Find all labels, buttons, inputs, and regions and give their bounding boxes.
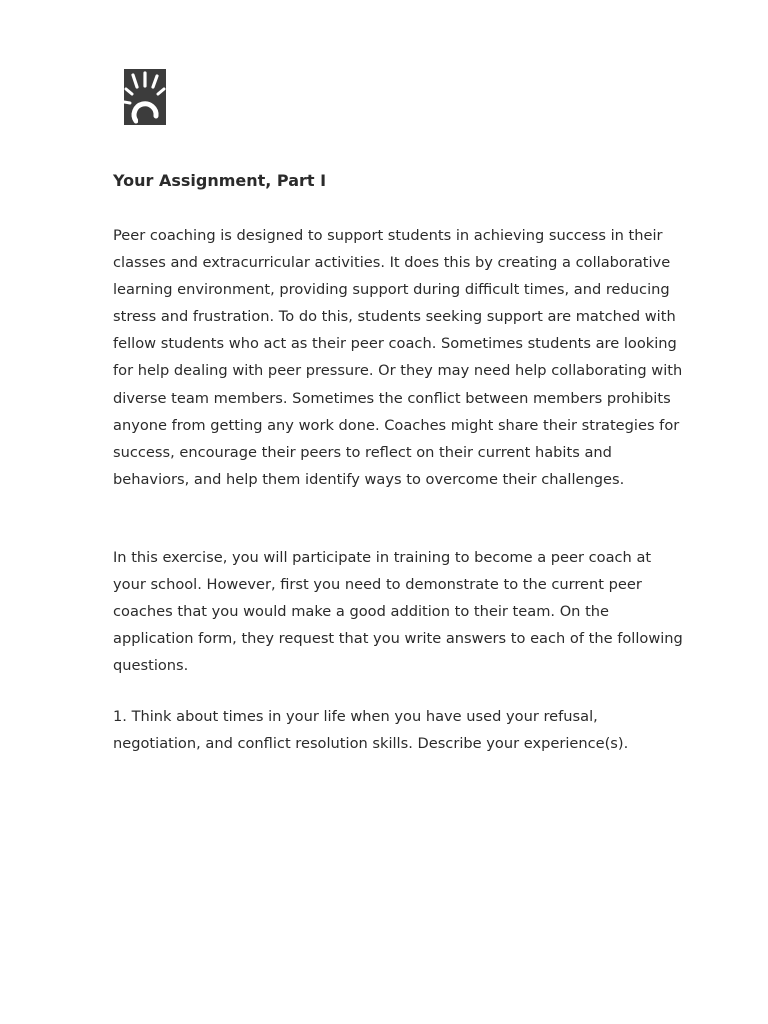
sunburst-logo-icon <box>124 69 166 125</box>
exercise-paragraph: In this exercise, you will participate in training to become a peer coach at your school. However, first you need to demonstrate to the current peer coaches that you would make a good addition to their team. On the application form, they request that you write answers to each of the following questions. <box>113 549 683 675</box>
intro-paragraph: Peer coaching is designed to support students in achieving success in their classes and extracurricular activities. It does this by creating a collaborative learning environment, providing support during difficult times, and reducing stress and frustration. To do this, students seeking support are matched with fellow students who act as their peer coach. Sometimes students are looking for help dealing with peer pressure. Or they may need help collaborating with diverse team members. Sometimes the conflict between members prohibits anyone from getting any work done. Coaches might share their strategies for success, encourage their peers to reflect on their current habits and behaviors, and help them identify ways to overcome their challenges. <box>113 227 683 488</box>
question-1: 1. Think about times in your life when you have used your refusal, negotiation, and conflict resolution skills. Describe your experience(s). <box>113 708 629 753</box>
assignment-title: Your Assignment, Part I <box>113 171 327 190</box>
